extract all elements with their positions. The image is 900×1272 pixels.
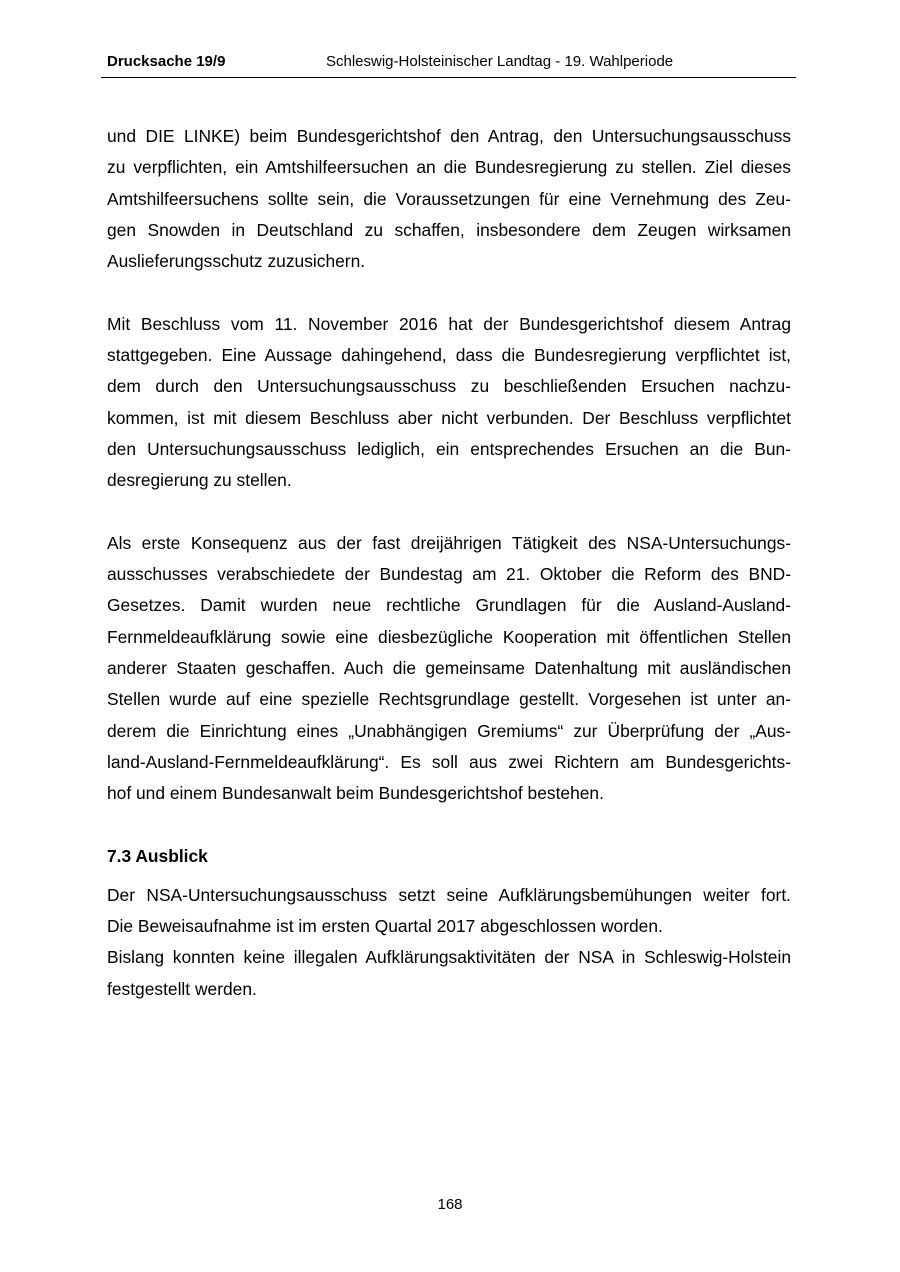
text-line: Bislang konnten keine illegalen Aufklärungsaktivitäten der NSA in Schleswig-Holstein (107, 947, 791, 968)
text-line: stattgegeben. Eine Aussage dahingehend, dass die Bundesregierung verpflichtet ist, (107, 345, 791, 366)
text-line: Amtshilfeersuchens sollte sein, die Voraussetzungen für eine Vernehmung des Zeu- (107, 188, 791, 209)
text-line: derem die Einrichtung eines „Unabhängigen Gremiums“ zur Überprüfung der „Aus- (107, 720, 791, 741)
text-line: festgestellt werden. (107, 978, 257, 999)
text-line: desregierung zu stellen. (107, 470, 292, 491)
document-number: Drucksache 19/9 (107, 53, 226, 70)
page-number: 168 (437, 1196, 463, 1213)
page-header (101, 50, 796, 78)
paragraph-spacer (107, 497, 791, 528)
paragraph-2 (107, 309, 791, 497)
text-line: Als erste Konsequenz aus der fast dreijährigen Tätigkeit des NSA-Untersuchungs- (107, 532, 791, 553)
text-line: Die Beweisaufnahme ist im ersten Quartal 2017 abgeschlossen worden. (107, 916, 663, 937)
text-line: anderer Staaten geschaffen. Auch die gemeinsame Datenhaltung mit ausländischen (107, 658, 791, 679)
section-heading: 7.3 Ausblick (107, 845, 208, 866)
text-line: dem durch den Untersuchungsausschuss zu beschließenden Ersuchen nachzu- (107, 376, 791, 397)
text-line: hof und einem Bundesanwalt beim Bundesgerichtshof bestehen. (107, 783, 604, 804)
text-line: Gesetzes. Damit wurden neue rechtliche Grundlagen für die Ausland-Ausland- (107, 595, 791, 616)
paragraph-spacer (107, 277, 791, 308)
text-line: Der NSA-Untersuchungsausschuss setzt seine Aufklärungsbemühungen weiter fort. (107, 884, 791, 905)
text-line: gen Snowden in Deutschland zu schaffen, insbesondere dem Zeugen wirksamen (107, 219, 791, 240)
text-line: Mit Beschluss vom 11. November 2016 hat der Bundesgerichtshof diesem Antrag (107, 313, 791, 334)
section-paragraph (107, 880, 791, 1005)
text-line: und DIE LINKE) beim Bundesgerichtshof den Antrag, den Untersuchungsausschuss (107, 126, 791, 146)
text-line: den Untersuchungsausschuss lediglich, ein entsprechendes Ersuchen an die Bun- (107, 438, 791, 459)
text-line: Fernmeldeaufklärung sowie eine diesbezügliche Kooperation mit öffentlichen Stellen (107, 626, 791, 647)
paragraph-3 (107, 528, 791, 810)
page-body (107, 121, 791, 1005)
text-line: kommen, ist mit diesem Beschluss aber nicht verbunden. Der Beschluss verpflichtet (107, 407, 791, 428)
parliament-title: Schleswig-Holsteinischer Landtag - 19. Wahlperiode (326, 53, 674, 70)
paragraph-spacer (107, 810, 791, 841)
paragraph-1 (107, 121, 791, 277)
text-line: Stellen wurde auf eine spezielle Rechtsgrundlage gestellt. Vorgesehen ist unter an- (107, 689, 791, 710)
text-line: Auslieferungsschutz zuzusichern. (107, 251, 366, 272)
text-line: zu verpflichten, ein Amtshilfeersuchen an die Bundesregierung zu stellen. Ziel dieses (107, 157, 791, 178)
text-line: ausschusses verabschiedete der Bundestag am 21. Oktober die Reform des BND- (107, 564, 791, 585)
text-line: land-Ausland-Fernmeldeaufklärung“. Es soll aus zwei Richtern am Bundesgerichts- (107, 751, 791, 772)
